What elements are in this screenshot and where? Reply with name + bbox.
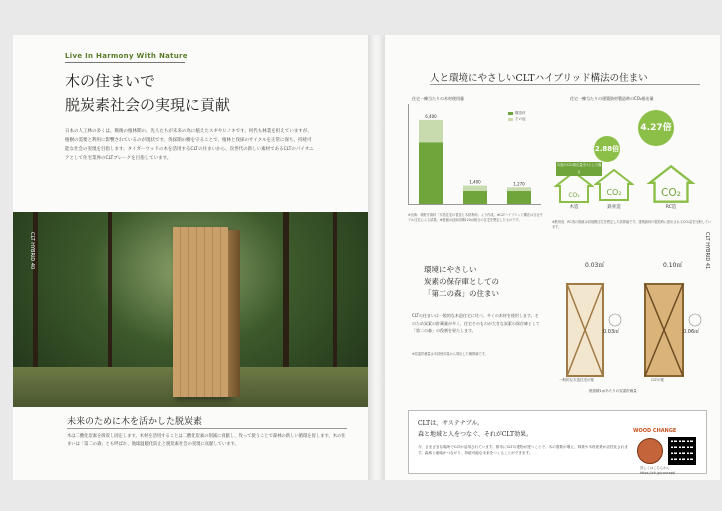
rc-house-icon (646, 164, 696, 204)
page-number-tab-left: CLT HYBRID 40 (29, 232, 35, 270)
svg-text:CO₂: CO₂ (661, 186, 681, 199)
qr-code[interactable] (668, 437, 696, 465)
second-forest-title-line: 環境にやさしい (424, 265, 477, 274)
forest-photo (13, 212, 368, 407)
co2-notes: ※鉄骨造、RC造の数値は同規模住宅を想定した試算値です。建築資材の製造時に排出されるCO₂量を比較しています。 (552, 220, 712, 230)
legend-label: 構造材 (515, 111, 526, 115)
second-forest-title-line: 「第二の森」の住まい (424, 289, 499, 298)
future-section-title: 未来のために木を活かした脱炭素 (67, 417, 203, 427)
svg-text:CO₂: CO₂ (568, 192, 580, 199)
legend-item (508, 116, 526, 122)
house-label-rc: RC造 (665, 205, 677, 210)
wall-left-top-value: 0.03㎥ (585, 262, 605, 269)
chart1-title: 住宅一棟当たりの木材使用量 (412, 96, 464, 101)
bar-CLT住宅-構造材 (419, 142, 443, 204)
right-title-divider (430, 84, 700, 85)
second-forest-title (424, 264, 499, 300)
second-forest-body: CLTの住まいは一般的な木造住宅に比べ、多くの木材を使用します。そのため炭素の貯蔵量が多く、住宅そのものが大きな炭素の保存庫として「第二の森」の役割を果たします。 (412, 313, 540, 333)
bar-CLT住宅-その他 (419, 120, 443, 142)
clt-box-title-line: CLTは、サステナブル。 (418, 420, 484, 427)
carbon-storage-diagram (545, 258, 710, 398)
legend-swatch (508, 118, 513, 121)
bar-一般的な住宅-その他 (507, 187, 531, 191)
qr-caption (640, 466, 675, 476)
wall-right-top-value: 0.10㎥ (663, 262, 683, 269)
bar-在来軸組構法-構造材 (463, 191, 487, 204)
clt-tower (173, 227, 228, 397)
bar-一般的な住宅-構造材 (507, 191, 531, 204)
qr-url[interactable]: https://clt.jp/concept/ (640, 471, 676, 475)
kicker-divider (65, 62, 185, 63)
future-section-body: 木は二酸化炭素を吸収し固定します。木材を活用することは二酸化炭素の削減に貢献し、伐って使うことで森林の新しい循環を促します。木の住まいは「第二の森」とも呼ばれ、地球温暖化防止と脱炭素社会の実現に貢献しています。 (67, 434, 346, 447)
co2-baseline-badge: 木造のCO₂排出量を1とした場合 (556, 163, 602, 174)
legend-swatch (508, 112, 513, 115)
wall-right-mid-value: 0.06㎥ (683, 329, 700, 335)
headline-line-1: 木の住まいで (65, 72, 156, 90)
page-gutter (368, 35, 385, 480)
second-forest-notes: ※炭素貯蔵量は木材使用量から算出した概算値です。 (412, 352, 488, 356)
wall-left-label: 一般的な木造住宅の壁 (559, 378, 594, 382)
chart1-legend (508, 110, 526, 122)
co2-comparison (552, 100, 712, 210)
svg-text:CO₂: CO₂ (606, 188, 622, 197)
right-page-title: 人と環境にやさしいCLTハイブリッド構法の住まい (430, 73, 648, 84)
clt-box-body: 今、さまざまな場所でCLTが活用されています。都市にCLTの建物が建つことで、木の需要が増え、林業や木材産業が活性化されます。森林と地域がつながり、持続可能な未来をつくることができます。 (418, 445, 628, 456)
headline-line-2: 脱炭素社会の実現に貢献 (65, 96, 231, 114)
wall-left-mid-value: 0.03㎥ (603, 329, 620, 335)
bar-data-label: 6,400 (425, 113, 437, 119)
wall-frame-left (567, 284, 603, 376)
wall-right-label: CLTの壁 (651, 378, 665, 382)
wood-change-badge (637, 438, 663, 464)
qr-caption-line: 詳しくはこちらから (640, 466, 670, 470)
rc-multiplier-circle: 4.27倍 (638, 110, 674, 146)
steel-multiplier-circle: 2.88倍 (594, 136, 620, 162)
page-number-tab-right: CLT HYBRID 41 (704, 232, 710, 270)
clt-box-title (418, 418, 532, 440)
clt-tower-side (228, 230, 240, 397)
leaf-icon (609, 314, 621, 326)
chart1-notes: ※出典：林野庁資料「木造住宅の普及と木材利用」より作成。※CLTハイブリッド構法は当社モデル住宅による試算。※数値は延床面積120㎡相当の住宅を想定したものです。 (408, 213, 543, 223)
bar-data-label: 1,400 (469, 179, 481, 185)
intro-paragraph: 日本の人工林の多くは、戦後の植林期の、先人たちが未来の為に植えたスギやヒノキです。何代も林業を担えていますが、植樹の需要と利用に影響されているのが現状です。伐採期の樹を守ることで、植林と伐採のサイクルを正常に保ち、持続可能な社会の実現を目指します。タイガーウッドの木を活用するCLTの住まいから、次世代の新しい素材であるCLTのパイオニアとして住宅業界のCLTブレークを目指しています。 (65, 129, 314, 161)
clt-box-title-line: 森と地域と人をつなぐ、それがCLT効果。 (418, 431, 532, 438)
chart2-title: 住宅一棟当たりの建築資材製造時のCO₂排出量 (570, 96, 654, 101)
bar-在来軸組構法-その他 (463, 186, 487, 191)
house-label-steel: 鉄骨造 (607, 205, 621, 210)
page-headline (65, 69, 315, 117)
wood-change-logo: WOOD CHANGE (633, 428, 677, 434)
second-forest-title-line: 炭素の保存庫としての (424, 277, 499, 286)
future-section-divider (67, 428, 347, 429)
wall-frame-right (645, 284, 683, 376)
leaf-icon (689, 314, 701, 326)
bar-data-label: 1,270 (513, 181, 525, 187)
house-label-wood: 木造 (569, 205, 579, 210)
diagram-caption: 壁面積1㎡あたりの炭素貯蔵量 (589, 389, 637, 393)
kicker-text: Live In Harmony With Nature (65, 52, 188, 60)
legend-label: その他 (515, 117, 526, 121)
